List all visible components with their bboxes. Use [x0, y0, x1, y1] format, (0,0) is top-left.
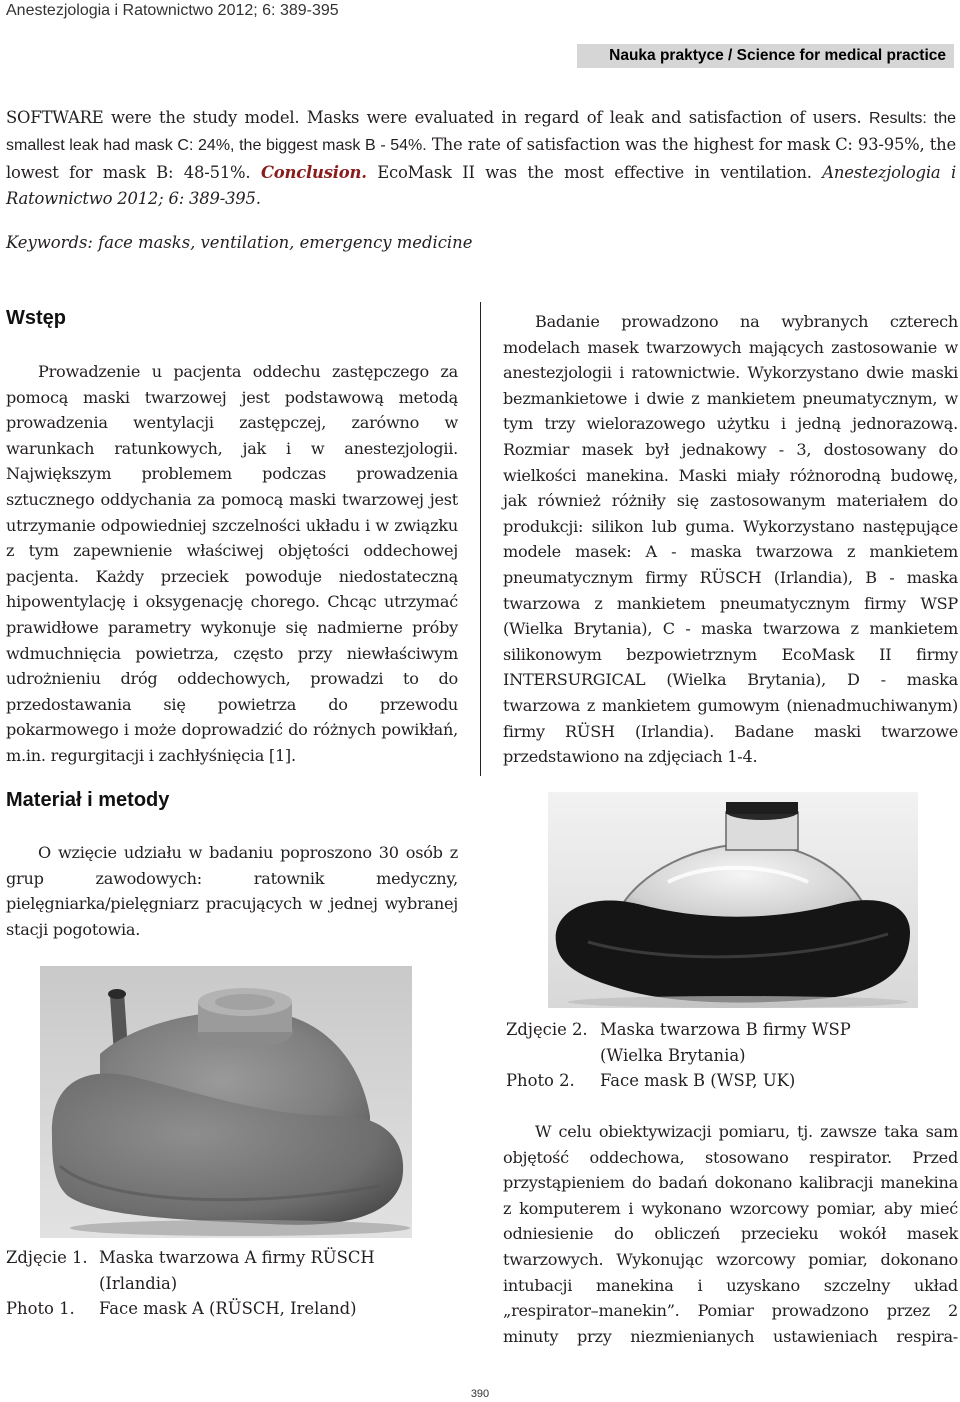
- methods-heading: Materiał i metody: [6, 789, 170, 811]
- abstract-text-2: The rate of satisfaction was the highest for mask C: 93-95%, the lowest for mask B: 48-51%.: [6, 135, 956, 182]
- abstract-text-1: SOFTWARE were the study model. Masks were evaluated in regard of leak and satisfaction of users.: [6, 108, 862, 127]
- abstract-conclusion-label: Conclusion.: [260, 162, 367, 182]
- section-bar: [577, 44, 954, 68]
- abstract-citation: Anestezjologia i Ratownictwo 2012; 6: 389-395.: [6, 162, 956, 209]
- column-divider: [480, 302, 481, 776]
- figure-1-caption: [6, 1245, 476, 1322]
- figure-2-caption-en: Face mask B (WSP, UK): [600, 1071, 796, 1090]
- intro-paragraph: Prowadzenie u pacjenta oddechu zastępczego za pomocą maski twarzowej jest podstawową metodą prowadzenia wentylacji zastępczej, zarówno w warunkach ratunkowych, jak i w anestezjologii. Największym problemem podczas prowadzenia sztucznego oddychania za pomocą maski twarzowej jest utrzymanie odpowiedniej szczelności układu i w związku z tym zapewnienie właściwej objętości oddechowej pacjenta. Każdy przeciek powoduje niedostateczną hipowentylację i oksygenację chorego. Chcąc utrzymać prawidłowe parametry wykonuje się nadmierne próby wdmuchnięcia powietrza, często przy niewłaściwym udrożnieniu dróg oddechowych, prowadzi to do przedostawania się powietrza do przewodu pokarmowego i może doprowadzić do różnych powikłań, m.in. regurgitacji i zachłyśnięcia [1].: [6, 362, 458, 765]
- methods-section: [6, 840, 458, 942]
- figure-1-label-en: Photo 1.: [6, 1299, 75, 1318]
- abstract-conclusion-text: EcoMask II was the most effective in ventilation.: [377, 162, 812, 182]
- figure-1-caption-pl-cont: (Irlandia): [99, 1273, 178, 1293]
- abstract-tail: [6, 105, 956, 213]
- right-column-section-2: [503, 1119, 958, 1349]
- abstract-results: Results: the smallest leak had mask C: 24%, the biggest mask B - 54%.: [6, 110, 956, 155]
- figure-2-label-en: Photo 2.: [506, 1071, 575, 1090]
- methods-paragraph: O wzięcie udziału w badaniu poproszono 30 osób z grup zawodowych: ratownik medyczny, pielęgniarka/pielęgniarz pracujących w jednej wybranej stacji pogotowia.: [6, 843, 458, 939]
- figure-2-label-pl: Zdjęcie 2.: [506, 1020, 588, 1039]
- photo-face-mask-a: [40, 966, 412, 1238]
- right-paragraph-2: W celu obiektywizacji pomiaru, tj. zawsze taka sam objętość oddechowa, stosowano respirator. Przed przystąpieniem do badań dokonano kalibracji manekina z komputerem i wykonano wzorcowy pomiar, aby mieć odniesienie do obliczeń przecieku wokół masek twarzowych. Wykonując wzorcowy pomiar, dokonano intubacji manekina i uzyskano szczelny układ „respirator–manekin”. Pomiar prowadzono przez 2 minuty przy niezmienianych ustawieniach respira-: [503, 1122, 958, 1346]
- figure-1-caption-en: Face mask A (RÜSCH, Ireland): [99, 1299, 357, 1318]
- figure-2-caption: [506, 1017, 958, 1094]
- page-number: 390: [470, 1388, 490, 1400]
- figure-1-caption-pl: Maska twarzowa A firmy RÜSCH: [99, 1248, 375, 1267]
- figure-1-label-pl: Zdjęcie 1.: [6, 1248, 88, 1267]
- figure-2-caption-pl: Maska twarzowa B firmy WSP: [600, 1020, 851, 1039]
- figure-2-caption-pl-cont: (Wielka Brytania): [600, 1045, 746, 1065]
- intro-section: [6, 359, 458, 769]
- photo-face-mask-b: [548, 792, 918, 1008]
- section-label: Nauka praktyce / Science for medical practice: [609, 47, 946, 64]
- right-paragraph-1: Badanie prowadzono na wybranych czterech modelach masek twarzowych mających zastosowanie w anestezjologii i ratownictwie. Wykorzystano dwie maski bezmankietowe i dwie z mankietem pneumatycznym, w tym trzy wielorazowego użytku i jedną jednorazową. Rozmiar masek był jednakowy - 3, dostosowany do wielkości manekina. Maski miały różnorodną budowę, jak również różniły się zastosowanym materiałem do produkcji: silikon lub guma. Wykorzystano następujące modele masek: A - maska twarzowa z mankietem pneumatycznym firmy RÜSCH (Irlandia), B - maska twarzowa z mankietem pneumatycznym firmy WSP (Wielka Brytania), C - maska twarzowa z mankietem silikonowym bezpowietrznym EcoMask II firmy INTERSURGICAL (Wielka Brytania), D - maska twarzowa z mankietem gumowym (nienadmuchiwanym) firmy RÜSH (Irlandia). Badane maski twarzowe przedstawiono na zdjęciach 1-4.: [503, 312, 958, 767]
- right-column-section: [503, 309, 958, 770]
- running-head: Anestezjologia i Ratownictwo 2012; 6: 389-395: [6, 2, 339, 19]
- keywords: Keywords: face masks, ventilation, emergency medicine: [6, 233, 473, 252]
- intro-heading: Wstęp: [6, 307, 66, 329]
